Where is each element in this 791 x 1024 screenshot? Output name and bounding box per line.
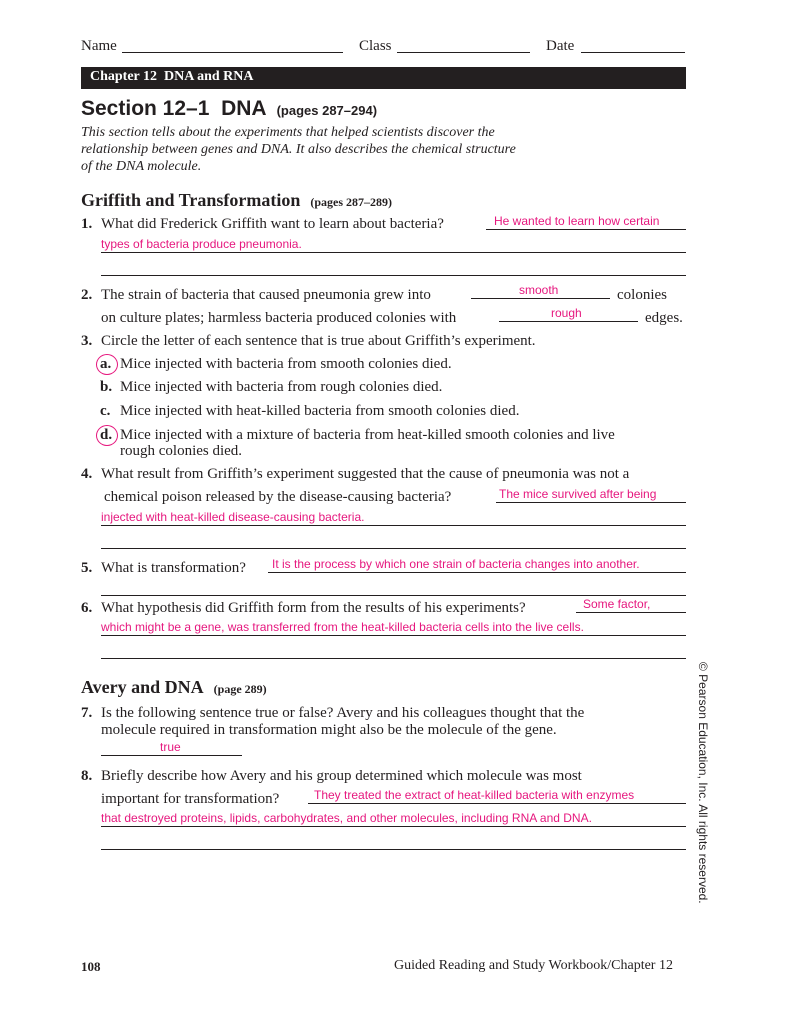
avery-pages: (page 289) [213,682,267,696]
griffith-heading-text: Griffith and Transformation [81,190,301,210]
q3-option-d-text2: rough colonies died. [120,443,243,459]
q6-answer-rule1[interactable] [576,612,686,613]
q6-answer-rule2[interactable] [101,635,686,636]
q4-number: 4. [81,466,93,482]
avery-heading-text: Avery and DNA [81,677,204,697]
name-field[interactable] [122,52,343,53]
q3-option-d-text: Mice injected with a mixture of bacteria from heat-killed smooth colonies and live [120,427,615,443]
q5-answer-rule1[interactable] [268,572,686,573]
q7-number: 7. [81,705,93,721]
q4-text-line2: chemical poison released by the disease-causing bacteria? [104,489,452,505]
q3-number: 3. [81,333,93,349]
q1-answer-rule3[interactable] [101,275,686,276]
section-title [81,97,377,121]
q2-blank1[interactable] [471,298,610,299]
class-field[interactable] [397,52,530,53]
class-label: Class [359,38,392,54]
copyright-notice: © Pearson Education, Inc. All rights reserved. [696,662,710,904]
q8-answer-line2: that destroyed proteins, lipids, carbohydrates, and other molecules, including RNA and DNA. [101,811,592,825]
q2-answer1: smooth [519,283,559,297]
q2-text-part2: colonies [617,287,667,303]
q7-answer-rule[interactable] [101,755,242,756]
q3-option-d-letter[interactable]: d. [100,427,113,443]
q1-answer-rule2[interactable] [101,252,686,253]
q6-number: 6. [81,600,93,616]
q3-option-a-text: Mice injected with bacteria from smooth colonies died. [120,356,452,372]
q8-answer-rule2[interactable] [101,826,686,827]
q2-answer2: rough [551,306,582,320]
q2-number: 2. [81,287,93,303]
q1-number: 1. [81,216,93,232]
q8-text-line2: important for transformation? [101,791,280,807]
q6-answer-rule3[interactable] [101,658,686,659]
q4-answer-rule3[interactable] [101,548,686,549]
q6-answer-line2: which might be a gene, was transferred from the heat-killed bacteria cells into the live cells. [101,620,584,634]
q7-text-line2: molecule required in transformation might also be the molecule of the gene. [101,722,557,738]
griffith-heading [81,190,392,211]
q1-answer-rule1[interactable] [486,229,686,230]
date-label: Date [546,38,575,54]
q1-answer-line2: types of bacteria produce pneumonia. [101,237,302,251]
q3-text: Circle the letter of each sentence that is true about Griffith’s experiment. [101,333,536,349]
section-intro-line2: relationship between genes and DNA. It also describes the chemical structure [81,142,516,157]
section-intro-line1: This section tells about the experiments that helped scientists discover the [81,125,495,140]
q5-answer: It is the process by which one strain of bacteria changes into another. [272,557,640,571]
q4-answer-line2: injected with heat-killed disease-causing bacteria. [101,510,365,524]
q2-text-part1: The strain of bacteria that caused pneumonia grew into [101,287,431,303]
q2-text-part4: edges. [645,310,683,326]
q4-answer-rule1[interactable] [496,502,686,503]
q6-answer-line1: Some factor, [583,597,651,611]
q2-text-part3: on culture plates; harmless bacteria produced colonies with [101,310,457,326]
page-number: 108 [81,959,101,974]
q8-answer-line1: They treated the extract of heat-killed bacteria with enzymes [314,788,635,802]
q8-number: 8. [81,768,93,784]
q6-text: What hypothesis did Griffith form from the results of his experiments? [101,600,526,616]
q2-blank2[interactable] [499,321,638,322]
q3-option-b-text: Mice injected with bacteria from rough colonies died. [120,379,443,395]
q5-number: 5. [81,560,93,576]
chapter-banner-text: Chapter 12 DNA and RNA [90,69,254,84]
footer-workbook: Guided Reading and Study Workbook/Chapter 12 [394,958,673,973]
q3-option-c-letter[interactable]: c. [100,403,111,419]
date-field[interactable] [581,52,685,53]
section-intro-line3: of the DNA molecule. [81,159,202,174]
q4-answer-line1: The mice survived after being [499,487,657,501]
q3-option-c-text: Mice injected with heat-killed bacteria from smooth colonies died. [120,403,520,419]
name-label: Name [81,38,117,54]
q1-answer-line1: He wanted to learn how certain [494,214,660,228]
q4-text-line1: What result from Griffith’s experiment suggested that the cause of pneumonia was not a [101,466,630,482]
section-pages: (pages 287–294) [276,103,378,118]
q3-option-a-letter[interactable]: a. [100,356,112,372]
q7-answer: true [160,740,181,754]
q8-answer-rule1[interactable] [308,803,686,804]
griffith-pages: (pages 287–289) [310,195,393,209]
q4-answer-rule2[interactable] [101,525,686,526]
q5-answer-rule2[interactable] [101,595,686,596]
q8-text-line1: Briefly describe how Avery and his group determined which molecule was most [101,768,582,784]
q1-text: What did Frederick Griffith want to learn about bacteria? [101,216,444,232]
avery-heading [81,677,267,698]
q5-text: What is transformation? [101,560,246,576]
section-title-text: Section 12–1 DNA [81,97,267,120]
chapter-banner [81,67,686,89]
q3-option-b-letter[interactable]: b. [100,379,113,395]
q8-answer-rule3[interactable] [101,849,686,850]
q7-text-line1: Is the following sentence true or false? Avery and his colleagues thought that the [101,705,585,721]
